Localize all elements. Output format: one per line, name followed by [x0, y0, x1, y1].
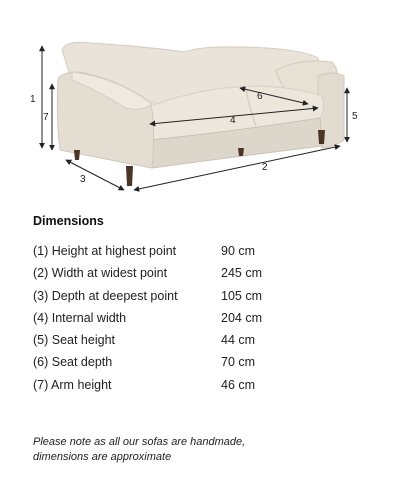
dimension-label: (5) Seat height: [33, 333, 115, 348]
dimension-row-arm-height: [33, 378, 373, 400]
sofa-illustration: [0, 0, 400, 205]
dimension-row-seat-depth: [33, 355, 373, 377]
sofa-shape: [57, 42, 344, 186]
dimension-value: 44 cm: [221, 333, 256, 348]
sofa-dimension-diagram: [0, 0, 400, 205]
dimension-value: 105 cm: [221, 288, 262, 303]
dimension-row-seat-height: [33, 333, 373, 355]
callout-1: 1: [30, 94, 36, 105]
dimension-value: 90 cm: [221, 244, 256, 258]
dimensions-list: [33, 244, 373, 400]
callout-5: 5: [352, 111, 358, 122]
callout-6: 6: [257, 91, 263, 102]
dimension-row-internal-width: [33, 311, 373, 333]
dimension-row-height: [33, 244, 373, 266]
dimension-value: 70 cm: [221, 355, 256, 370]
dimension-value: 245 cm: [221, 266, 262, 281]
handmade-note: [33, 435, 363, 465]
dimension-row-width: [33, 266, 373, 288]
dimension-label: (2) Width at widest point: [33, 266, 168, 281]
callout-2: 2: [262, 162, 268, 173]
dimension-label: (4) Internal width: [33, 310, 127, 325]
dimension-label: (6) Seat depth: [33, 355, 113, 370]
dimension-row-depth: [33, 289, 373, 311]
note-line-1: Please note as all our sofas are handmade,: [33, 436, 246, 448]
callout-3: 3: [80, 174, 86, 185]
dimension-label: (3) Depth at deepest point: [33, 288, 178, 303]
dimension-value: 204 cm: [221, 310, 262, 325]
callout-4: 4: [230, 115, 236, 126]
note-line-2: dimensions are approximate: [33, 451, 172, 463]
dimensions-title: Dimensions: [33, 214, 104, 228]
dimension-value: 46 cm: [221, 377, 256, 392]
dimension-label: (7) Arm height: [33, 377, 112, 392]
dimension-label: (1) Height at highest point: [33, 244, 177, 258]
callout-7: 7: [43, 112, 49, 123]
